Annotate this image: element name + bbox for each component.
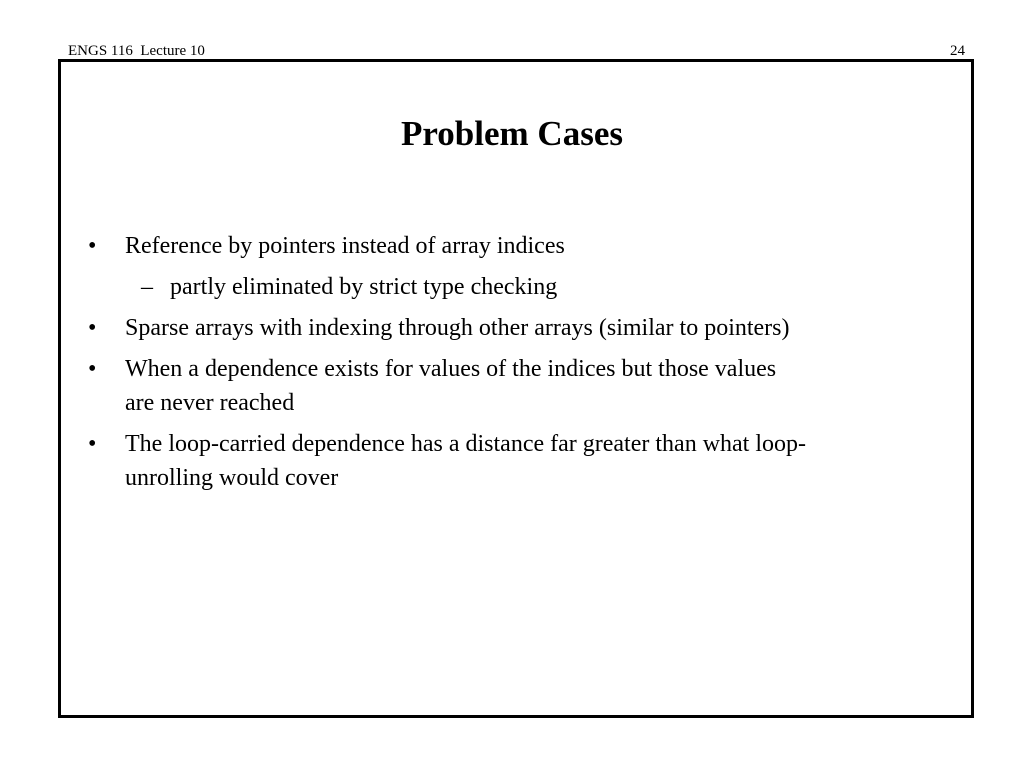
bullet-text-line-2: unrolling would cover xyxy=(125,465,339,491)
slide-title: Problem Cases xyxy=(401,114,623,153)
bullet-marker: • xyxy=(88,431,97,457)
bullet-text-line-1: When a dependence exists for values of the indices but those values xyxy=(125,356,777,382)
bullet-text-line-2: are never reached xyxy=(125,390,295,416)
bullet-marker: • xyxy=(88,315,97,341)
bullet-marker: • xyxy=(88,356,97,382)
sub-bullet-text: partly eliminated by strict type checking xyxy=(170,274,558,300)
course-lecture-label: ENGS 116 Lecture 10 xyxy=(68,43,205,59)
bullet-text: Reference by pointers instead of array indices xyxy=(125,233,565,259)
sub-bullet-marker: – xyxy=(141,274,153,300)
bullet-text-line-1: The loop-carried dependence has a distance far greater than what loop- xyxy=(125,431,806,457)
bullet-marker: • xyxy=(88,233,97,259)
bullet-text: Sparse arrays with indexing through other arrays (similar to pointers) xyxy=(125,315,790,341)
bullet-text xyxy=(125,427,945,495)
bullet-text xyxy=(125,352,945,420)
page-number: 24 xyxy=(950,43,965,59)
